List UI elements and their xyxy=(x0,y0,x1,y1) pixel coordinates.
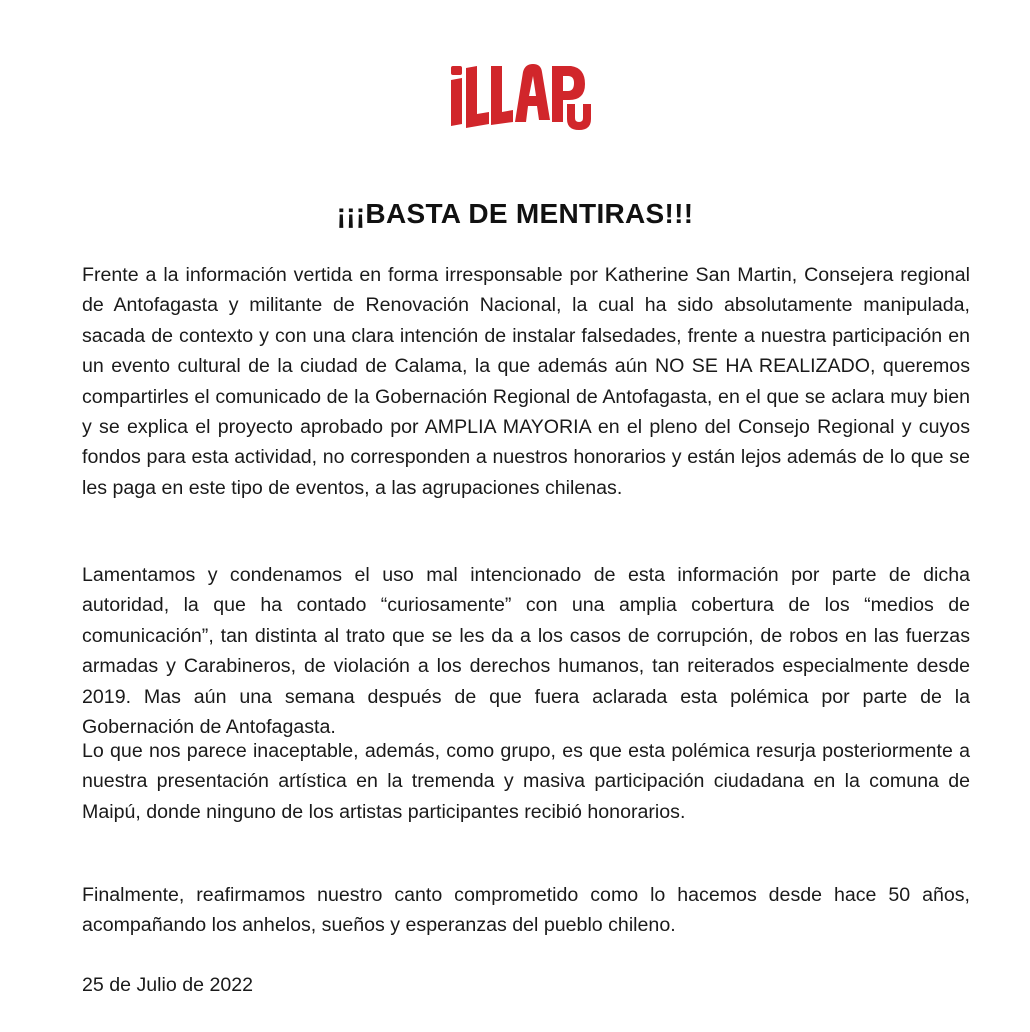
illapu-logo-icon xyxy=(449,62,597,132)
statement-title: ¡¡¡BASTA DE MENTIRAS!!! xyxy=(336,198,694,229)
paragraph-3: Lo que nos parece inaceptable, además, como grupo, es que esta polémica resurja posteriormente a nuestra presentación artística en la tremenda y masiva participación ciudadana en la comuna de Maipú, donde ninguno de los artistas participantes recibió honorarios. xyxy=(82,740,970,823)
paragraph-4: Finalmente, reafirmamos nuestro canto comprometido como lo hacemos desde hace 50 años, acompañando los anhelos, sueños y esperanzas del pueblo chileno. xyxy=(82,884,970,937)
illapu-logo xyxy=(449,62,597,132)
paragraph-2: Lamentamos y condenamos el uso mal intencionado de esta información por parte de dicha autoridad, la que ha contado “curiosamente” con una amplia cobertura de los “medios de comunicación”, tan distinta al trato que se les da a los casos de corrupción, de robos en las fuerzas armadas y Carabineros, de violación a los derechos humanos, tan reiterados especialmente desde 2019. Mas aún una semana después de que fuera aclarada esta polémica por parte de la Gobernación de Antofagasta. xyxy=(82,564,970,739)
paragraph-1: Frente a la información vertida en forma irresponsable por Katherine San Martin, Consejera regional de Antofagasta y militante de Renovación Nacional, la cual ha sido absolutamente manipulada, sacada de contexto y con una clara intención de instalar falsedades, frente a nuestra participación en un evento cultural de la ciudad de Calama, la que además aún NO SE HA REALIZADO, queremos compartirles el comunicado de la Gobernación Regional de Antofagasta, en el que se aclara muy bien y se explica el proyecto aprobado por AMPLIA MAYORIA en el pleno del Consejo Regional y cuyos fondos para esta actividad, no corresponden a nuestros honorarios y están lejos además de lo que se les paga en este tipo de eventos, a las agrupaciones chilenas. xyxy=(82,264,970,499)
statement-date: 25 de Julio de 2022 xyxy=(82,974,254,996)
